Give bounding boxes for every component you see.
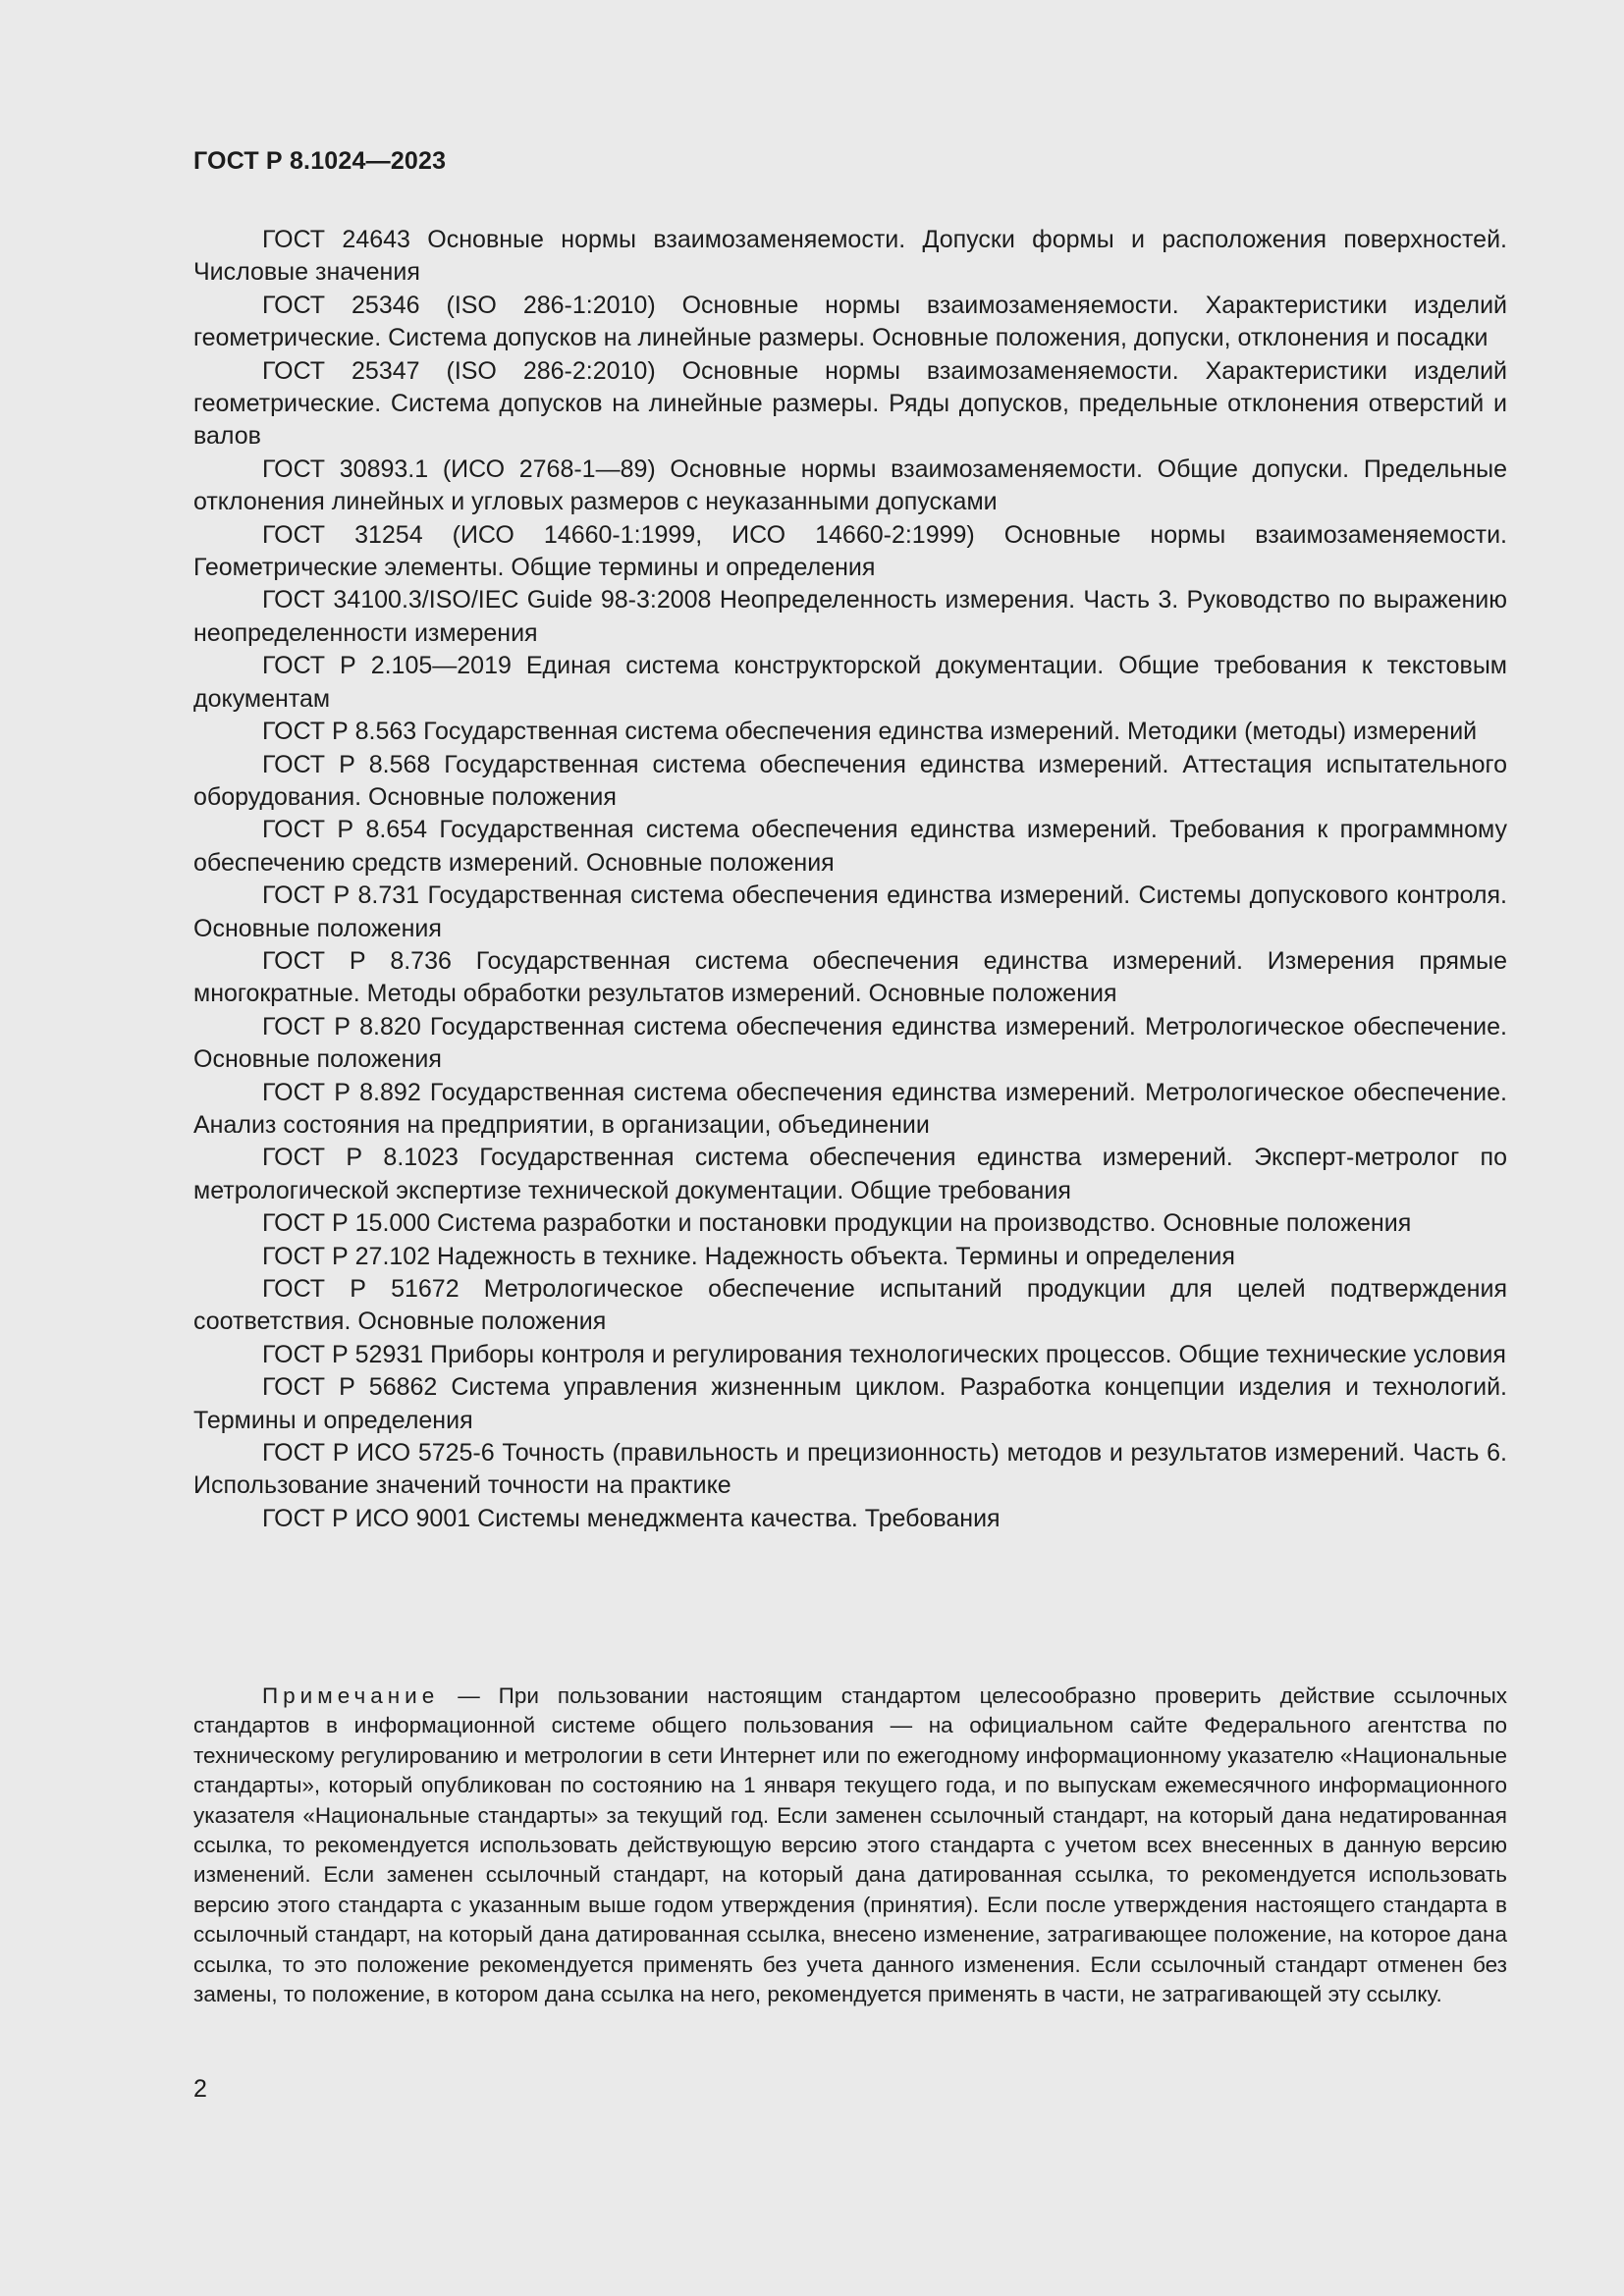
reference-item: ГОСТ Р 8.736 Государственная система обеспечения единства измерений. Измерения прямые многократные. Методы обработки результатов измерений. Основные положения xyxy=(193,946,1507,1008)
reference-item: ГОСТ 25347 (ISO 286-2:2010) Основные нормы взаимозаменяемости. Характеристики изделий геометрические. Система допусков на линейные размеры. Ряды допусков, предельные отклонения отверстий и валов xyxy=(193,356,1507,451)
reference-item: ГОСТ 34100.3/ISO/IEC Guide 98-3:2008 Неопределенность измерения. Часть 3. Руководство по выражению неопределенности измерения xyxy=(193,586,1507,647)
reference-item: ГОСТ 30893.1 (ИСО 2768-1—89) Основные нормы взаимозаменяемости. Общие допуски. Предельные отклонения линейных и угловых размеров с неуказанными допусками xyxy=(193,454,1507,516)
reference-item: ГОСТ Р 2.105—2019 Единая система конструкторской документации. Общие требования к текстовым документам xyxy=(193,652,1507,713)
note-label: Примечание xyxy=(262,1683,440,1708)
reference-item: ГОСТ Р 8.1023 Государственная система обеспечения единства измерений. Эксперт-метролог по метрологической экспертизе технической документации. Общие требования xyxy=(193,1144,1507,1204)
reference-item: ГОСТ Р ИСО 5725-6 Точность (правильность и прецизионность) методов и результатов измерений. Часть 6. Использование значений точности на практике xyxy=(193,1439,1507,1500)
reference-item: ГОСТ Р 8.892 Государственная система обеспечения единства измерений. Метрологическое обеспечение. Анализ состояния на предприятии, в организации, объединении xyxy=(193,1078,1507,1139)
reference-item: ГОСТ 24643 Основные нормы взаимозаменяемости. Допуски формы и расположения поверхностей. Числовые значения xyxy=(193,226,1507,287)
reference-item: ГОСТ Р 56862 Система управления жизненным циклом. Разработка концепции изделия и технологий. Термины и определения xyxy=(193,1373,1507,1434)
references-list xyxy=(193,224,1507,1535)
reference-item: ГОСТ Р ИСО 9001 Системы менеджмента качества. Требования xyxy=(262,1504,1001,1532)
reference-item: ГОСТ Р 8.654 Государственная система обеспечения единства измерений. Требования к программному обеспечению средств измерений. Основные положения xyxy=(193,816,1507,877)
page-number: 2 xyxy=(193,2075,207,2103)
note-text: — При пользовании настоящим стандартом целесообразно проверить действие ссылочных стандартов в информационной системе общего пользования — на официальном сайте Федерального агентства по техническому регулированию и метрологии в сети Интернет или по ежегодному информационному указателю «Национальные стандарты», который опубликован по состоянию на 1 января текущего года, и по выпускам ежемесячного информационного указателя «Национальные стандарты» за текущий год. Если заменен ссылочный стандарт, на который дана недатированная ссылка, то рекомендуется использовать действующую версию этого стандарта с учетом всех внесенных в данную версию изменений. Если заменен ссылочный стандарт, на который дана датированная ссылка, то рекомендуется использовать версию этого стандарта с указанным выше годом утверждения (принятия). Если после утверждения настоящего стандарта в ссылочный стандарт, на который дана датированная ссылка, внесено изменение, затрагивающее положение, на которое дана ссылка, то это положение рекомендуется применять без учета данного изменения. Если ссылочный стандарт отменен без замены, то положение, в котором дана ссылка на него, рекомендуется применять в части, не затрагивающей эту ссылку. xyxy=(193,1683,1507,2007)
reference-item: ГОСТ Р 8.731 Государственная система обеспечения единства измерений. Системы допускового контроля. Основные положения xyxy=(193,881,1507,942)
reference-item: ГОСТ 25346 (ISO 286-1:2010) Основные нормы взаимозаменяемости. Характеристики изделий геометрические. Система допусков на линейные размеры. Основные положения, допуски, отклонения и посадки xyxy=(193,291,1507,352)
reference-item: ГОСТ Р 52931 Приборы контроля и регулирования технологических процессов. Общие технические условия xyxy=(262,1340,1506,1368)
note-paragraph xyxy=(193,1682,1507,2009)
reference-item: ГОСТ Р 8.563 Государственная система обеспечения единства измерений. Методики (методы) измерений xyxy=(262,718,1478,746)
reference-item: ГОСТ Р 27.102 Надежность в технике. Надежность объекта. Термины и определения xyxy=(262,1242,1235,1270)
document-header: ГОСТ Р 8.1024—2023 xyxy=(193,147,447,175)
reference-item: ГОСТ Р 15.000 Система разработки и постановки продукции на производство. Основные положения xyxy=(262,1209,1412,1238)
reference-item: ГОСТ Р 51672 Метрологическое обеспечение испытаний продукции для целей подтверждения соответствия. Основные положения xyxy=(193,1275,1507,1336)
reference-item: ГОСТ 31254 (ИСО 14660-1:1999, ИСО 14660-2:1999) Основные нормы взаимозаменяемости. Геометрические элементы. Общие термины и определения xyxy=(193,520,1507,582)
reference-item: ГОСТ Р 8.820 Государственная система обеспечения единства измерений. Метрологическое обеспечение. Основные положения xyxy=(193,1012,1507,1074)
reference-item: ГОСТ Р 8.568 Государственная система обеспечения единства измерений. Аттестация испытательного оборудования. Основные положения xyxy=(193,750,1507,811)
